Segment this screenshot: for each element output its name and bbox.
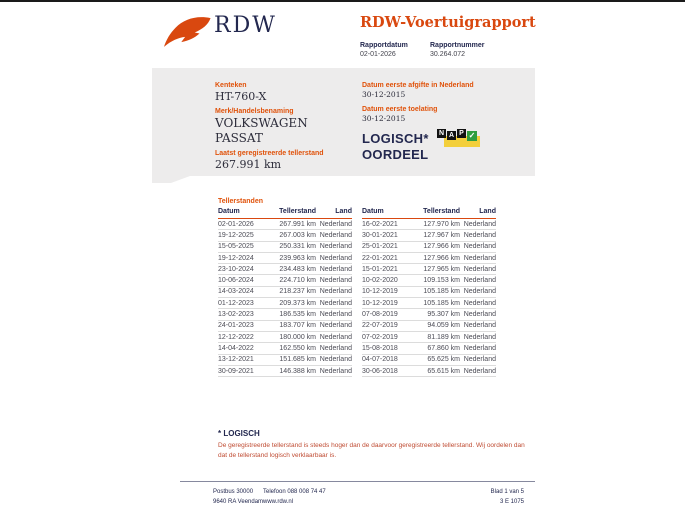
cell-datum: 10-06-2024 bbox=[218, 277, 254, 285]
cell-datum: 13-02-2023 bbox=[218, 311, 254, 319]
table-row bbox=[362, 321, 496, 332]
cell-tellerstand: 250.331 km bbox=[279, 243, 316, 251]
table-row bbox=[218, 366, 352, 377]
cell-tellerstand: 95.307 km bbox=[427, 311, 460, 319]
table-row bbox=[362, 230, 496, 241]
cell-datum: 19-12-2025 bbox=[218, 231, 254, 239]
cell-datum: 30-01-2021 bbox=[362, 231, 398, 239]
kenteken-value: HT-760-X bbox=[215, 90, 267, 103]
footer-divider bbox=[180, 481, 535, 482]
oordeel-line1: LOGISCH* bbox=[362, 131, 429, 146]
cell-tellerstand: 218.237 km bbox=[279, 288, 316, 296]
cell-datum: 22-01-2021 bbox=[362, 254, 398, 262]
nap-letter-p: P bbox=[457, 129, 466, 138]
column-header-land: Land bbox=[335, 208, 352, 215]
table-row bbox=[362, 287, 496, 298]
cell-land: Nederland bbox=[463, 254, 496, 262]
cell-land: Nederland bbox=[319, 288, 352, 296]
cell-datum: 10-12-2019 bbox=[362, 288, 398, 296]
cell-datum: 02-01-2026 bbox=[218, 220, 254, 228]
cell-tellerstand: 267.003 km bbox=[279, 231, 316, 239]
cell-tellerstand: 67.860 km bbox=[427, 344, 460, 352]
report-title: RDW-Voertuigrapport bbox=[360, 14, 536, 31]
laatste-tellerstand-value: 267.991 km bbox=[215, 158, 282, 171]
cell-tellerstand: 127.966 km bbox=[423, 254, 460, 262]
cell-tellerstand: 224.710 km bbox=[279, 277, 316, 285]
cell-land: Nederland bbox=[463, 231, 496, 239]
kenteken-label: Kenteken bbox=[215, 82, 247, 89]
table-row bbox=[362, 366, 496, 377]
table-row bbox=[218, 253, 352, 264]
cell-tellerstand: 209.373 km bbox=[279, 299, 316, 307]
cell-land: Nederland bbox=[463, 220, 496, 228]
table-body bbox=[218, 219, 352, 377]
cell-tellerstand: 186.535 km bbox=[279, 311, 316, 319]
rapportnummer-value: 30.264.072 bbox=[430, 51, 466, 58]
vehicle-info-panel bbox=[152, 68, 535, 183]
table-row bbox=[362, 253, 496, 264]
table-row bbox=[218, 275, 352, 286]
table-row bbox=[362, 264, 496, 275]
cell-tellerstand: 105.185 km bbox=[423, 288, 460, 296]
cell-datum: 15-05-2025 bbox=[218, 243, 254, 251]
cell-datum: 22-07-2019 bbox=[362, 322, 398, 330]
column-header-tellerstand: Tellerstand bbox=[423, 208, 460, 215]
table-row bbox=[362, 219, 496, 230]
datum-eerste-toelating-value: 30-12-2015 bbox=[362, 114, 406, 123]
cell-tellerstand: 267.991 km bbox=[279, 220, 316, 228]
cell-land: Nederland bbox=[319, 299, 352, 307]
footer-form-code: 3 E 1075 bbox=[499, 499, 524, 505]
footer-phone: Telefoon 088 008 74 47 bbox=[263, 489, 326, 495]
cell-datum: 16-02-2021 bbox=[362, 220, 398, 228]
column-header-datum: Datum bbox=[218, 208, 240, 215]
cell-tellerstand: 180.000 km bbox=[279, 333, 316, 341]
rapportnummer-label: Rapportnummer bbox=[430, 42, 485, 49]
cell-land: Nederland bbox=[463, 277, 496, 285]
column-header-datum: Datum bbox=[362, 208, 384, 215]
cell-tellerstand: 65.625 km bbox=[427, 356, 460, 364]
cell-tellerstand: 109.153 km bbox=[423, 277, 460, 285]
tellerstanden-title: Tellerstanden bbox=[218, 198, 263, 205]
table-row bbox=[218, 298, 352, 309]
cell-datum: 19-12-2024 bbox=[218, 254, 254, 262]
cell-datum: 04-07-2018 bbox=[362, 356, 398, 364]
table-row bbox=[218, 332, 352, 343]
cell-land: Nederland bbox=[463, 322, 496, 330]
footer-address-line2: 9640 RA Veendam bbox=[213, 499, 264, 505]
cell-datum: 14-04-2022 bbox=[218, 344, 254, 352]
column-header-tellerstand: Tellerstand bbox=[279, 208, 316, 215]
column-header-land: Land bbox=[479, 208, 496, 215]
cell-land: Nederland bbox=[463, 311, 496, 319]
table-row bbox=[218, 264, 352, 275]
cell-tellerstand: 65.615 km bbox=[427, 367, 460, 375]
table-row bbox=[218, 219, 352, 230]
cell-datum: 15-01-2021 bbox=[362, 265, 398, 273]
table-row bbox=[362, 242, 496, 253]
cell-datum: 23-10-2024 bbox=[218, 265, 254, 273]
cell-tellerstand: 151.685 km bbox=[279, 356, 316, 364]
datum-eerste-afgifte-value: 30-12-2015 bbox=[362, 90, 406, 99]
table-header bbox=[218, 208, 352, 219]
cell-tellerstand: 105.185 km bbox=[423, 299, 460, 307]
datum-eerste-toelating-label: Datum eerste toelating bbox=[362, 106, 438, 113]
table-row bbox=[218, 321, 352, 332]
cell-land: Nederland bbox=[463, 265, 496, 273]
footer-website: www.rdw.nl bbox=[263, 499, 294, 505]
merk-value-line2: PASSAT bbox=[215, 131, 263, 145]
cell-land: Nederland bbox=[319, 243, 352, 251]
cell-land: Nederland bbox=[463, 333, 496, 341]
odometer-table-right bbox=[362, 208, 496, 377]
cell-land: Nederland bbox=[319, 344, 352, 352]
nap-logo bbox=[437, 128, 483, 150]
cell-datum: 07-08-2019 bbox=[362, 311, 398, 319]
table-row bbox=[218, 287, 352, 298]
cell-land: Nederland bbox=[319, 311, 352, 319]
table-row bbox=[218, 343, 352, 354]
oordeel-line2: OORDEEL bbox=[362, 147, 429, 162]
cell-tellerstand: 81.189 km bbox=[427, 333, 460, 341]
table-row bbox=[362, 343, 496, 354]
cell-land: Nederland bbox=[463, 367, 496, 375]
table-row bbox=[362, 309, 496, 320]
cell-datum: 07-02-2019 bbox=[362, 333, 398, 341]
cell-land: Nederland bbox=[319, 367, 352, 375]
rdw-logo-icon bbox=[164, 15, 212, 51]
top-border-line bbox=[0, 0, 685, 2]
cell-datum: 10-02-2020 bbox=[362, 277, 398, 285]
cell-datum: 14-03-2024 bbox=[218, 288, 254, 296]
merk-value-line1: VOLKSWAGEN bbox=[215, 116, 308, 130]
merk-label: Merk/Handelsbenaming bbox=[215, 108, 294, 115]
footnote-text: De geregistreerde tellerstand is steeds hoger dan de daarvoor geregistreerde tellerstand. Wij oordelen dan dat de tellerstand logisch verklaarbaar is. bbox=[218, 442, 525, 459]
cell-tellerstand: 127.970 km bbox=[423, 220, 460, 228]
cell-tellerstand: 183.707 km bbox=[279, 322, 316, 330]
table-row bbox=[218, 309, 352, 320]
cell-land: Nederland bbox=[463, 243, 496, 251]
cell-land: Nederland bbox=[319, 220, 352, 228]
cell-tellerstand: 239.963 km bbox=[279, 254, 316, 262]
cell-tellerstand: 127.966 km bbox=[423, 243, 460, 251]
cell-datum: 15-08-2018 bbox=[362, 344, 398, 352]
nap-letter-a: A bbox=[448, 132, 455, 139]
cell-tellerstand: 234.483 km bbox=[279, 265, 316, 273]
table-body bbox=[362, 219, 496, 377]
table-row bbox=[362, 298, 496, 309]
cell-datum: 01-12-2023 bbox=[218, 299, 254, 307]
cell-tellerstand: 146.388 km bbox=[279, 367, 316, 375]
oordeel-text bbox=[362, 131, 429, 163]
cell-land: Nederland bbox=[319, 333, 352, 341]
cell-tellerstand: 127.967 km bbox=[423, 231, 460, 239]
cell-land: Nederland bbox=[463, 344, 496, 352]
cell-tellerstand: 127.965 km bbox=[423, 265, 460, 273]
cell-datum: 30-09-2021 bbox=[218, 367, 254, 375]
footer-address-line1: Postbus 30000 bbox=[213, 489, 254, 495]
cell-tellerstand: 162.550 km bbox=[279, 344, 316, 352]
table-row bbox=[218, 242, 352, 253]
table-header bbox=[362, 208, 496, 219]
cell-datum: 30-06-2018 bbox=[362, 367, 398, 375]
footnote-title: * LOGISCH bbox=[218, 429, 260, 438]
cell-land: Nederland bbox=[463, 356, 496, 364]
laatste-tellerstand-label: Laatst geregistreerde tellerstand bbox=[215, 150, 324, 157]
cell-land: Nederland bbox=[319, 277, 352, 285]
table-row bbox=[218, 230, 352, 241]
rapportdatum-value: 02-01-2026 bbox=[360, 51, 396, 58]
cell-land: Nederland bbox=[463, 288, 496, 296]
cell-land: Nederland bbox=[463, 299, 496, 307]
table-row bbox=[218, 355, 352, 366]
cell-datum: 12-12-2022 bbox=[218, 333, 254, 341]
cell-land: Nederland bbox=[319, 356, 352, 364]
cell-datum: 25-01-2021 bbox=[362, 243, 398, 251]
rdw-logotype: RDW bbox=[214, 13, 277, 38]
cell-datum: 10-12-2019 bbox=[362, 299, 398, 307]
nap-letter-n: N bbox=[438, 130, 445, 137]
table-row bbox=[362, 332, 496, 343]
cell-datum: 24-01-2023 bbox=[218, 322, 254, 330]
cell-land: Nederland bbox=[319, 265, 352, 273]
cell-datum: 13-12-2021 bbox=[218, 356, 254, 364]
odometer-table-left bbox=[218, 208, 352, 377]
footer-page-number: Blad 1 van 5 bbox=[490, 489, 524, 495]
datum-eerste-afgifte-label: Datum eerste afgifte in Nederland bbox=[362, 82, 474, 89]
table-row bbox=[362, 355, 496, 366]
rapportdatum-label: Rapportdatum bbox=[360, 42, 408, 49]
checkmark-icon: ✓ bbox=[468, 131, 476, 140]
cell-land: Nederland bbox=[319, 254, 352, 262]
cell-tellerstand: 94.059 km bbox=[427, 322, 460, 330]
table-row bbox=[362, 275, 496, 286]
cell-land: Nederland bbox=[319, 322, 352, 330]
cell-land: Nederland bbox=[319, 231, 352, 239]
